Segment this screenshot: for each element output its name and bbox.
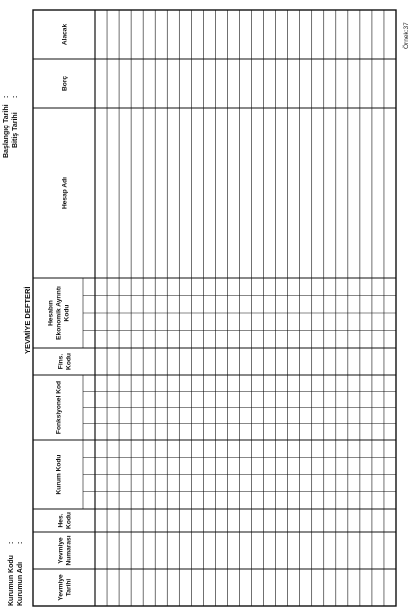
column-header-borc: Borç <box>61 75 69 92</box>
column-header-hesap-adi: Hesap Adı <box>61 177 69 209</box>
column-header-yevmiye-numarasi: Yevmiye <box>57 537 65 564</box>
column-header-ekonomik-ayrinti-kodu: Kodu <box>63 304 71 322</box>
document-title: YEVMİYE DEFTERİ <box>23 286 32 354</box>
kurum-kodu-label: Kurumun Kodu <box>8 555 15 606</box>
example-note: Örnek:37 <box>403 22 410 49</box>
column-header-fins-kodu: Kodu <box>65 353 73 370</box>
bitis-tarihi-label: Bitiş Tarihi <box>12 112 19 148</box>
column-header-yevmiye-numarasi: Numarası <box>65 535 73 566</box>
column-header-yevmiye-tarihi: Tarihi <box>65 578 73 597</box>
table-frame <box>33 10 396 606</box>
column-header-ekonomik-ayrinti-kodu: Ekonomik Ayrıntı <box>55 286 63 340</box>
baslangic-tarihi-label: Başlangıç Tarihi <box>3 104 10 158</box>
kurum-kodu-sep: : <box>8 541 15 544</box>
column-header-hes-kodu: Kodu <box>65 512 73 529</box>
kurum-adi-label: Kurumun Adı <box>17 561 24 606</box>
column-header-yevmiye-tarihi: Yevmiye <box>57 574 65 601</box>
baslangic-tarihi-sep: : <box>3 95 10 98</box>
bitis-tarihi-sep: : <box>12 95 19 98</box>
kurum-adi-sep: : <box>17 541 24 544</box>
column-header-fins-kodu: Fins. <box>57 353 65 370</box>
column-header-ekonomik-ayrinti-kodu: Hesabın <box>47 300 55 326</box>
column-header-alacak: Alacak <box>61 23 69 46</box>
column-header-hes-kodu: Hes. <box>57 513 65 528</box>
column-header-kurum-kodu: Kurum Kodu <box>55 454 63 495</box>
column-header-fonksiyonel-kod: Fonksiyonel Kod <box>55 380 63 435</box>
